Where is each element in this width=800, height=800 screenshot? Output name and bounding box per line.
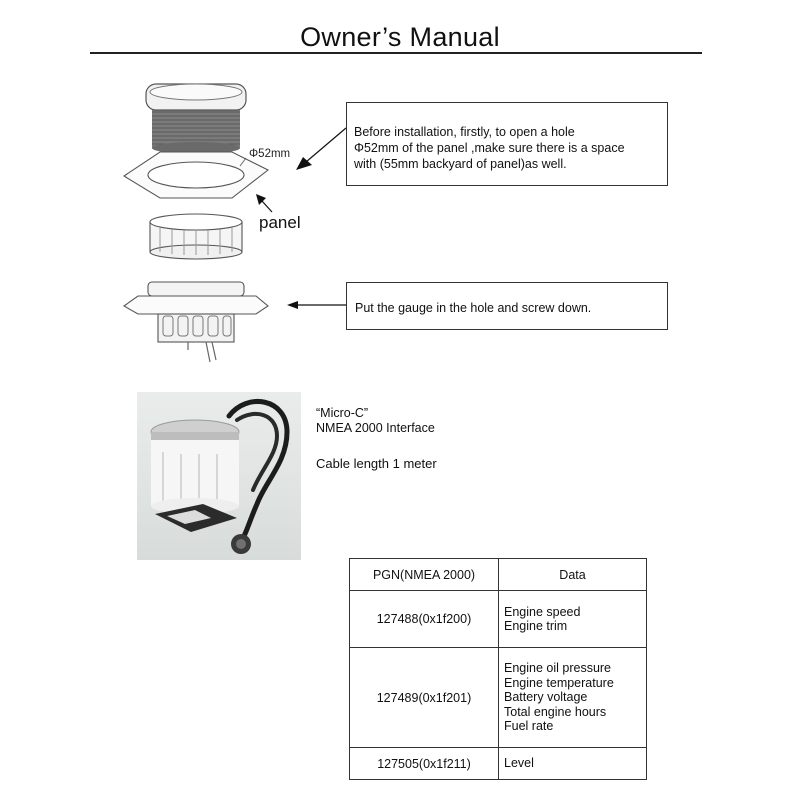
header-pgn: PGN(NMEA 2000) [350, 559, 499, 591]
header-data: Data [499, 559, 647, 591]
table-row [350, 748, 647, 780]
data-cell [499, 591, 647, 648]
pgn-cell: 127505(0x1f211) [350, 748, 499, 780]
data-item: Fuel rate [504, 719, 554, 734]
step1-line: Φ52mm of the panel ,make sure there is a space [354, 141, 625, 155]
locking-nut-illustration [150, 214, 242, 259]
interface-name-label: NMEA 2000 Interface [316, 421, 435, 435]
data-item: Level [504, 756, 534, 771]
assembled-gauge-illustration [124, 282, 268, 362]
cable-length-note: Cable length 1 meter [316, 456, 437, 471]
table-header-row [350, 559, 647, 591]
gauge-body-illustration [146, 84, 246, 154]
table-row [350, 591, 647, 648]
callout-arrow-panel [256, 194, 272, 212]
interface-type-label: “Micro-C” [316, 406, 369, 420]
data-item: Total engine hours [504, 704, 607, 719]
page-title: Owner’s Manual [300, 22, 500, 52]
data-item: Engine speed [504, 604, 581, 619]
step1-line: with (55mm backyard of panel)as well. [354, 157, 567, 171]
pgn-cell: 127488(0x1f200) [350, 591, 499, 648]
data-item: Engine trim [504, 619, 568, 633]
data-cell [499, 748, 647, 780]
panel-plate-illustration [124, 152, 268, 198]
installation-step2-callout [346, 282, 668, 330]
data-item: Engine oil pressure [504, 661, 612, 676]
installation-step1-callout [346, 102, 668, 186]
gauge-cable-photo [137, 392, 301, 560]
step2-text: Put the gauge in the hole and screw down. [355, 301, 592, 315]
data-item: Battery voltage [504, 690, 588, 705]
callout-arrow-step2 [287, 301, 346, 309]
pgn-cell: 127489(0x1f201) [350, 648, 499, 748]
hole-dimension-label: Φ52mm [249, 148, 291, 160]
data-item: Engine temperature [504, 675, 614, 690]
callout-arrow-step1 [296, 128, 346, 170]
data-cell [499, 648, 647, 748]
step1-line: Before installation, firstly, to open a hole [354, 125, 575, 139]
panel-label: panel [259, 213, 301, 232]
table-row [350, 648, 647, 748]
pgn-data-table [349, 558, 647, 780]
